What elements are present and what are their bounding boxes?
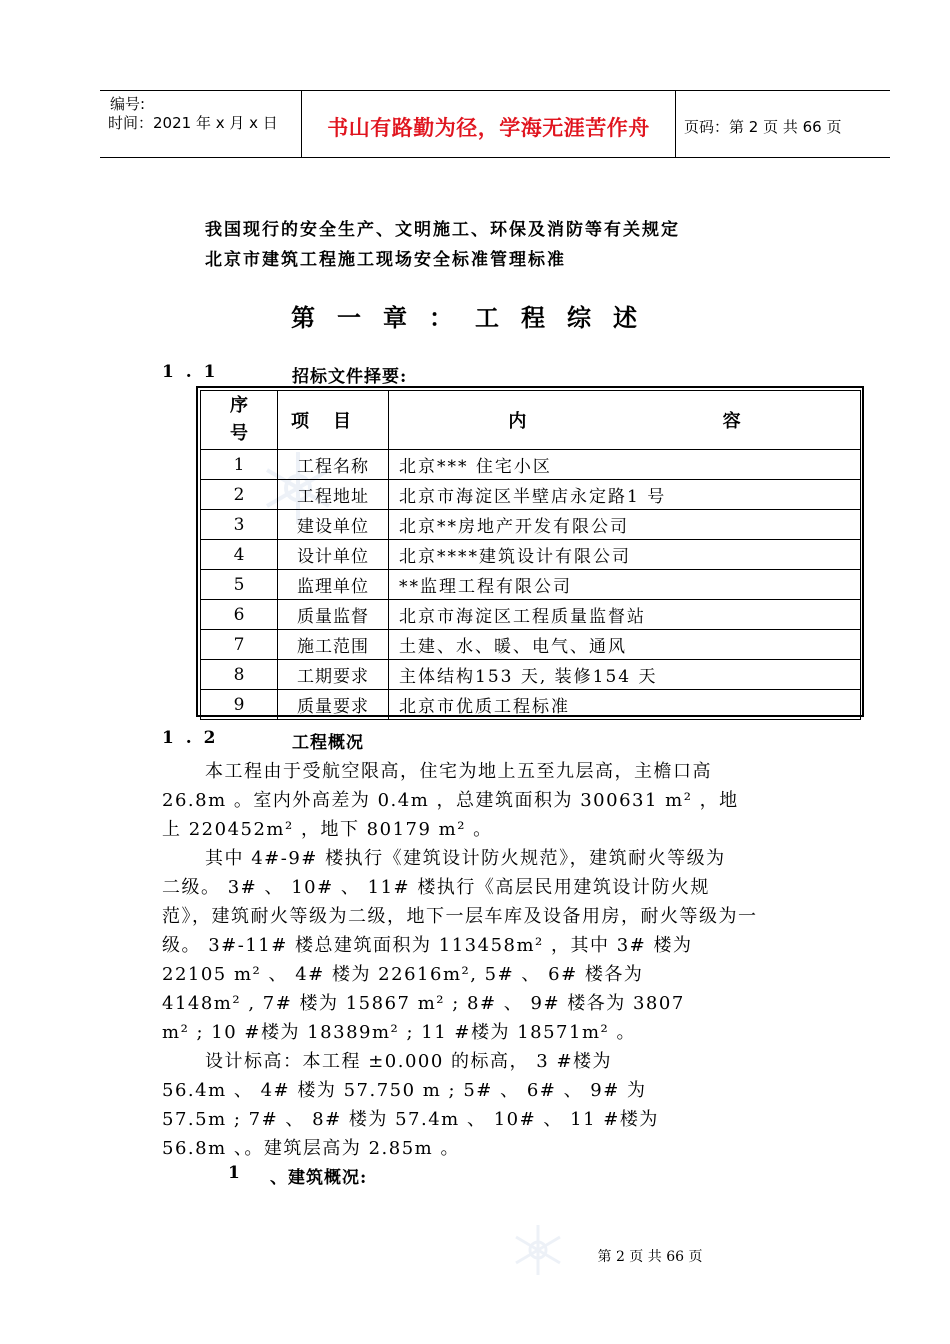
header-code-label: 编号: [110, 95, 146, 113]
row-content: 北京市海淀区工程质量监督站 [389, 600, 861, 630]
paragraph-line: m² ; 10 #楼为 18389m² ; 11 #楼为 18571m² 。 [162, 1022, 636, 1043]
paragraph-line: 4148m² , 7# 楼为 15867 m² ; 8# 、 9# 楼各为 3807 [162, 993, 685, 1014]
header-motto: 书山有路勤为径，学海无涯苦作舟 [327, 116, 650, 140]
header-content-left: 内 [508, 411, 527, 432]
row-content: 主体结构153 天, 装修154 天 [389, 660, 861, 690]
section-1-2-number: 1 . 2 [162, 728, 216, 748]
paragraph-line: 设计标高：本工程 ±0.000 的标高， 3 #楼为 [205, 1051, 613, 1072]
paragraph-line: 其中 4#-9# 楼执行《建筑设计防火规范》，建筑耐火等级为 [205, 848, 726, 869]
row-content: **监理工程有限公司 [389, 570, 861, 600]
header-item [278, 391, 389, 450]
paragraph-line: 范》，建筑耐火等级为二级，地下一层车库及设备用房，耐火等级为一 [162, 906, 758, 927]
subsection-title: 、建筑概况: [270, 1168, 368, 1188]
row-seq: 8 [201, 660, 278, 690]
header-bottom-rule [100, 157, 890, 158]
row-seq: 6 [201, 600, 278, 630]
paragraph-line: 22105 m² 、 4# 楼为 22616m², 5# 、 6# 楼各为 [162, 964, 644, 985]
row-content: 北京*** 住宅小区 [389, 450, 861, 480]
header-seq-label: 序号 [230, 395, 248, 444]
header-content [389, 391, 861, 450]
paragraph-line: 56.8m 、。建筑层高为 2.85m 。 [162, 1138, 460, 1159]
header-seq [201, 391, 278, 450]
paragraph-line: 26.8m 。室内外高差为 0.4m ，总建筑面积为 300631 m² ，地 [162, 790, 739, 811]
paragraph-line: 二级。 3# 、 10# 、 11# 楼执行《高层民用建筑设计防火规 [162, 877, 710, 898]
tender-summary-table [200, 390, 861, 720]
header-item-label: 项目 [291, 411, 375, 432]
header-content-right: 容 [722, 411, 741, 432]
row-content: 北京****建筑设计有限公司 [389, 540, 861, 570]
page-footer: 第 2 页 共 66 页 [597, 1249, 703, 1265]
paragraph-line: 级。 3#-11# 楼总建筑面积为 113458m² ，其中 3# 楼为 [162, 935, 693, 956]
table-row [201, 630, 861, 660]
table-header-row [201, 391, 861, 450]
row-seq: 1 [201, 450, 278, 480]
table-row [201, 540, 861, 570]
row-item: 建设单位 [278, 510, 389, 540]
row-content: 土建、水、暖、电气、通风 [389, 630, 861, 660]
row-item: 设计单位 [278, 540, 389, 570]
row-item: 监理单位 [278, 570, 389, 600]
table-row [201, 600, 861, 630]
table-row [201, 690, 861, 720]
paragraph-line: 本工程由于受航空限高，住宅为地上五至九层高，主檐口高 [205, 761, 712, 782]
header-divider-right [675, 90, 676, 158]
doc-title-line-1: 我国现行的安全生产、文明施工、环保及消防等有关规定 [205, 220, 680, 240]
section-1-1-title: 招标文件择要: [292, 367, 408, 387]
table-row [201, 450, 861, 480]
row-seq: 3 [201, 510, 278, 540]
doc-title-line-2: 北京市建筑工程施工现场安全标准管理标准 [205, 250, 566, 270]
chapter-title: 第一章：工程综述 [291, 303, 659, 332]
header-top-rule [100, 90, 890, 91]
table-row [201, 480, 861, 510]
row-content: 北京**房地产开发有限公司 [389, 510, 861, 540]
row-seq: 4 [201, 540, 278, 570]
paragraph-line: 上 220452m² ，地下 80179 m² 。 [162, 819, 493, 840]
table-row [201, 510, 861, 540]
section-1-1-number: 1 . 1 [162, 362, 216, 382]
header-time-label: 时间：2021 年 x 月 x 日 [108, 114, 278, 132]
header-page-info: 页码：第 2 页 共 66 页 [684, 118, 842, 136]
row-content: 北京市优质工程标准 [389, 690, 861, 720]
row-content: 北京市海淀区半壁店永定路1 号 [389, 480, 861, 510]
table-row [201, 660, 861, 690]
table-row [201, 570, 861, 600]
row-item: 质量要求 [278, 690, 389, 720]
row-seq: 9 [201, 690, 278, 720]
row-item: 工程地址 [278, 480, 389, 510]
paragraph-line: 57.5m ; 7# 、 8# 楼为 57.4m 、 10# 、 11 #楼为 [162, 1109, 659, 1130]
row-seq: 5 [201, 570, 278, 600]
row-seq: 2 [201, 480, 278, 510]
section-1-2-title: 工程概况 [292, 733, 364, 753]
row-item: 施工范围 [278, 630, 389, 660]
row-seq: 7 [201, 630, 278, 660]
row-item: 工程名称 [278, 450, 389, 480]
row-item: 质量监督 [278, 600, 389, 630]
subsection-number: 1 [228, 1163, 240, 1183]
paragraph-line: 56.4m 、 4# 楼为 57.750 m ; 5# 、 6# 、 9# 为 [162, 1080, 647, 1101]
row-item: 工期要求 [278, 660, 389, 690]
